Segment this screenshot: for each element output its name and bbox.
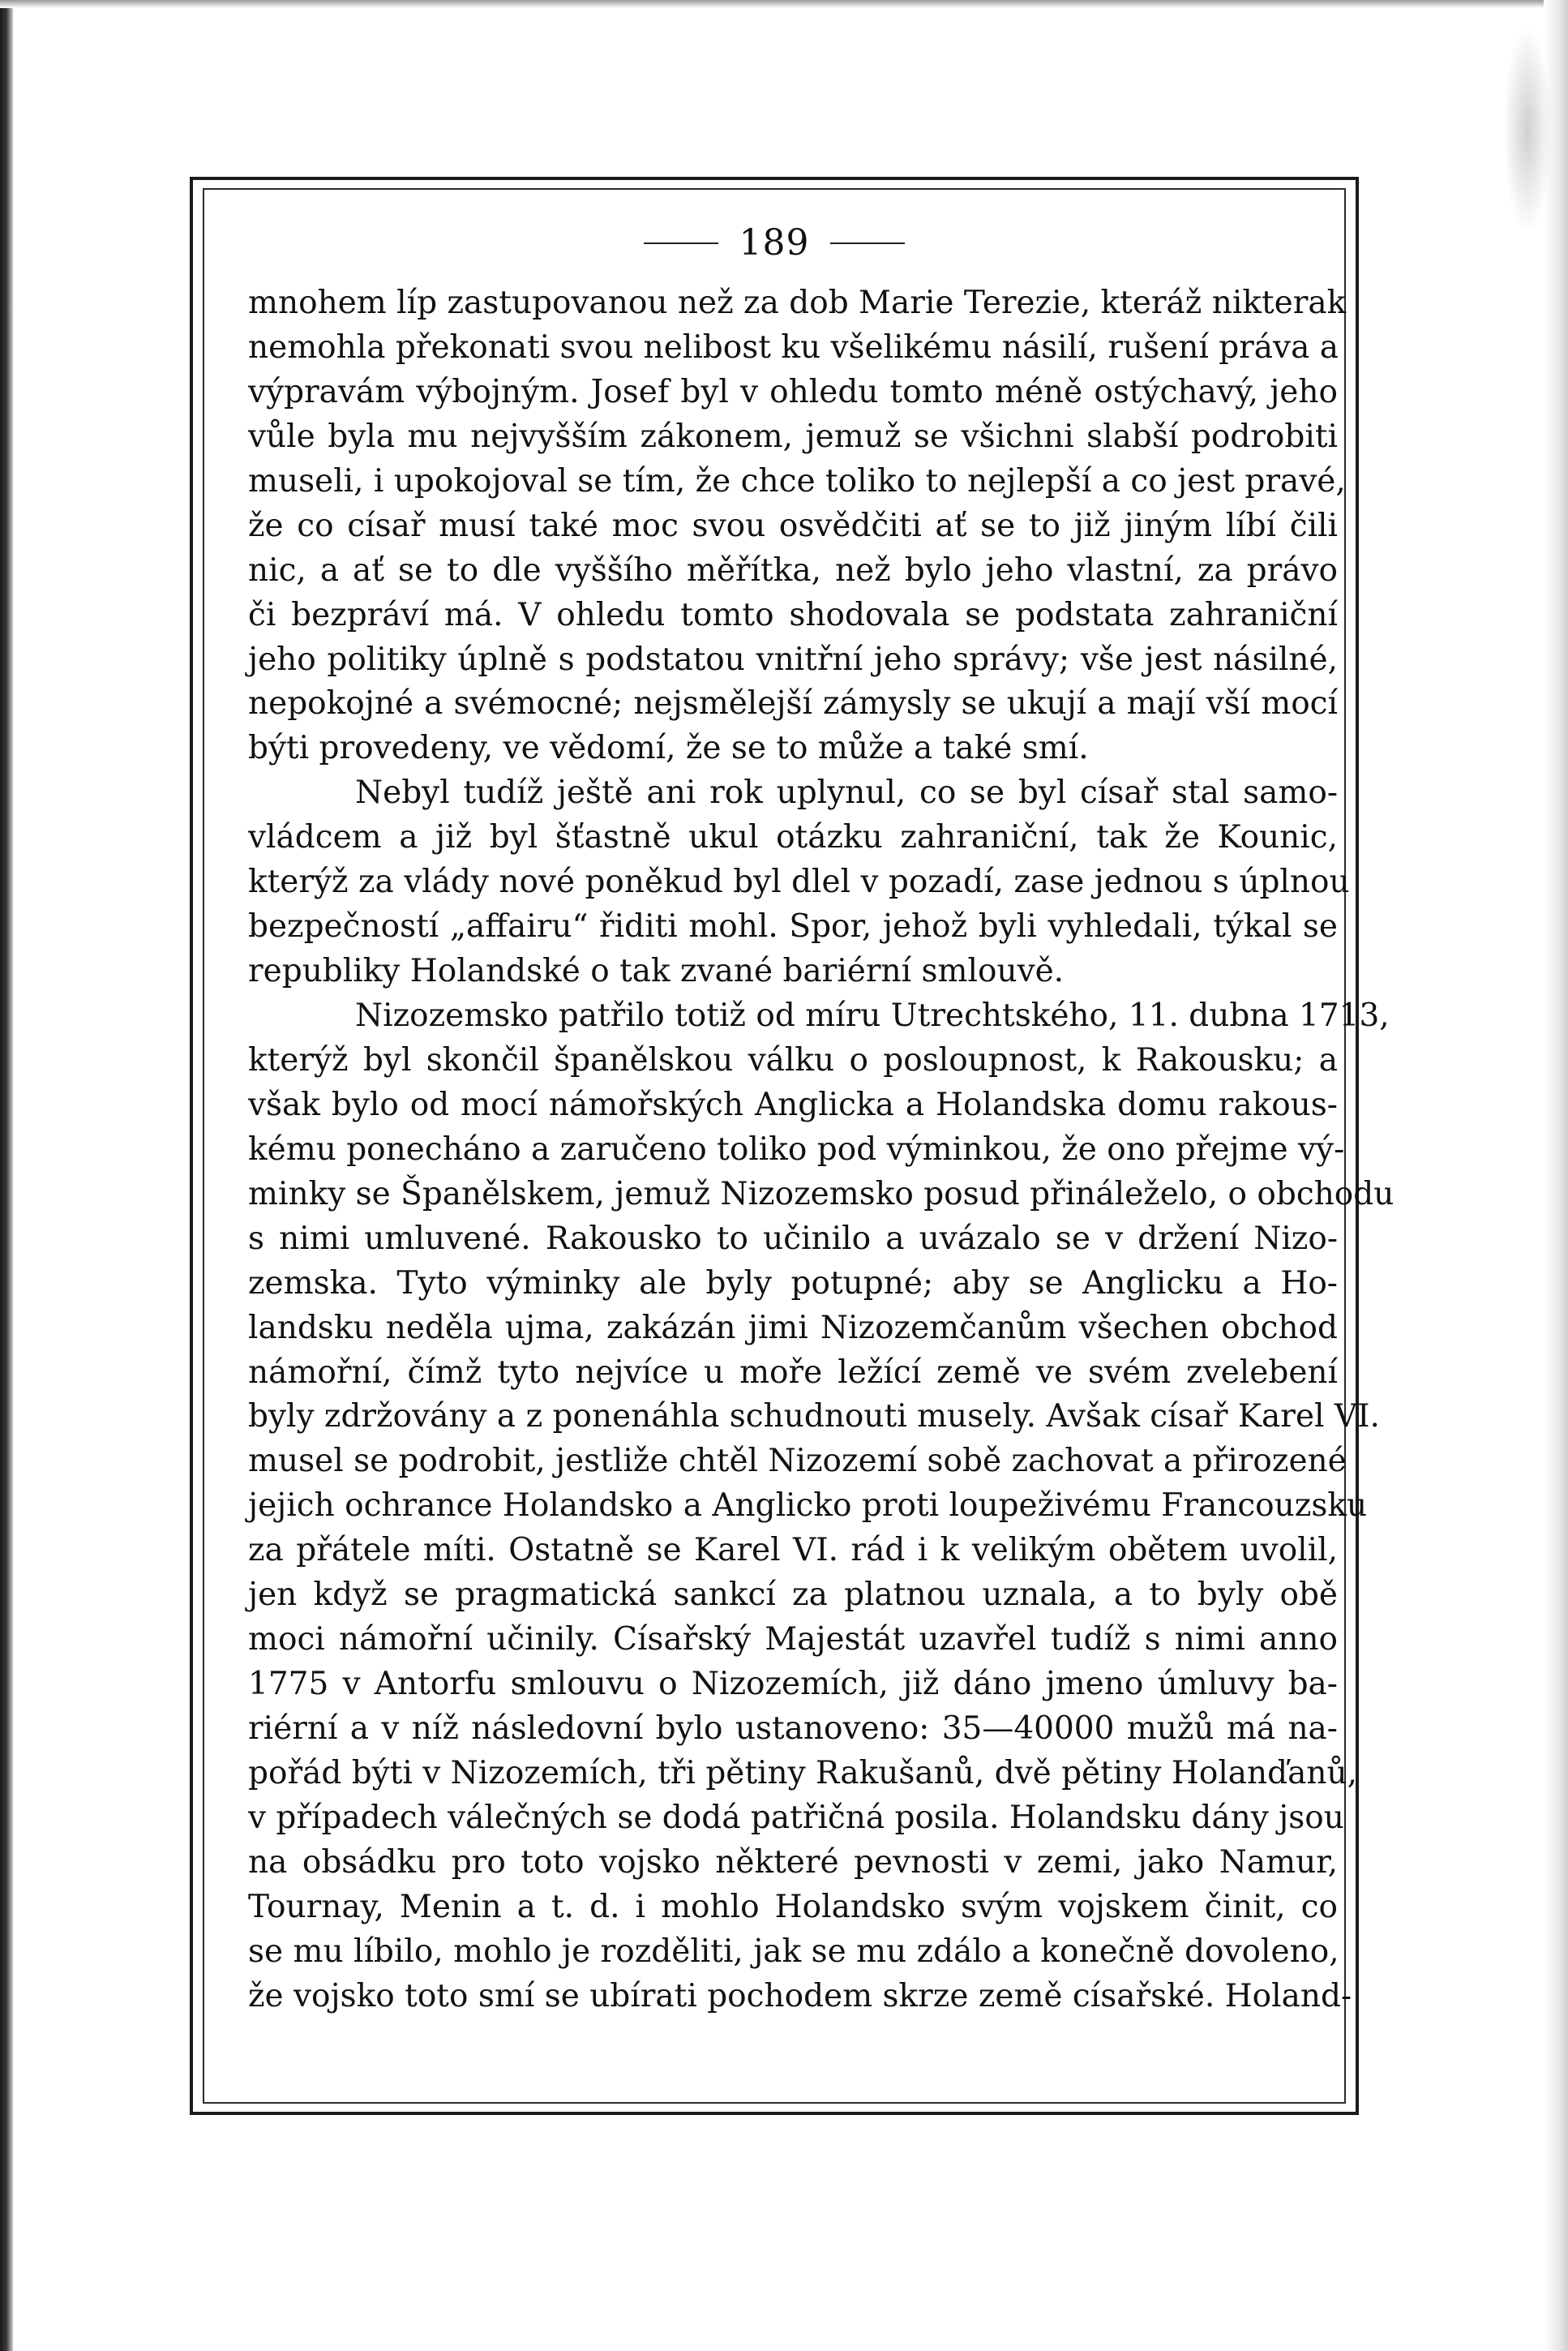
text-line: jejich ochrance Holandsko a Anglicko proti loupeživému Francouzsku	[248, 1487, 1368, 1525]
text-line: museli, i upokojoval se tím, že chce toliko to nejlepší a co jest pravé,	[248, 462, 1346, 500]
text-line: bezpečností „affairu“ řiditi mohl. Spor, jehož byli vyhledali, týkal se	[248, 908, 1338, 946]
text-line: pořád býti v Nizozemích, tři pětiny Rakušanů, dvě pětiny Holanďanů,	[248, 1754, 1358, 1791]
page-edge-top	[0, 0, 1568, 8]
text-line: vůle byla mu nejvyšším zákonem, jemuž se všichni slabší podrobiti	[248, 418, 1338, 455]
text-line: či bezpráví má. V ohledu tomto shodovala se podstata zahraniční	[248, 596, 1338, 633]
page-edge-right	[1544, 0, 1568, 2351]
text-line: s nimi umluvené. Rakousko to učinilo a uvázalo se v držení Nizo-	[248, 1220, 1338, 1257]
text-line: 1775 v Antorfu smlouvu o Nizozemích, již dáno jmeno úmluvy ba-	[248, 1666, 1338, 1703]
text-line: nepokojné a svémocné; nejsmělejší zámysly se ukují a mají vší mocí	[248, 685, 1338, 723]
text-line: minky se Španělskem, jemuž Nizozemsko posud přináleželo, o obchodu	[248, 1175, 1394, 1212]
page-edge-left	[0, 0, 13, 2351]
text-line: kterýž za vlády nové poněkud byl dlel v pozadí, zase jednou s úplnou	[248, 864, 1350, 901]
text-line: jeho politiky úplně s podstatou vnitřní jeho správy; vše jest násilné,	[248, 641, 1338, 678]
text-line: však bylo od mocí námořských Anglicka a Holandska domu rakous-	[248, 1086, 1338, 1123]
text-line: v případech válečných se dodá patřičná posila. Holandsku dány jsou	[248, 1799, 1344, 1836]
text-line: se mu líbilo, mohlo je rozděliti, jak se mu zdálo a konečně dovoleno,	[248, 1933, 1339, 1970]
page-header	[203, 221, 1346, 266]
text-line: námořní, čímž tyto nejvíce u moře ležící země ve svém zvelebení	[248, 1354, 1338, 1391]
text-line: mnohem líp zastupovanou než za dob Marie Terezie, kteráž nikterak	[248, 285, 1347, 321]
page-number: 189	[739, 222, 810, 264]
text-line: riérní a v níž následovní bylo ustanoveno: 35—40000 mužů má na-	[248, 1710, 1338, 1747]
header-rule-left	[644, 242, 718, 244]
header-rule-right	[830, 242, 905, 244]
paragraph-start-line: Nizozemsko patřilo totiž od míru Utrechtského, 11. dubna 1713,	[355, 997, 1390, 1034]
text-line: nemohla překonati svou nelibost ku všelikému násilí, rušení práva a	[248, 328, 1339, 366]
text-line: nic, a ať se to dle vyššího měřítka, než bylo jeho vlastní, za právo	[248, 551, 1338, 589]
text-line: Tournay, Menin a t. d. i mohlo Holandsko svým vojskem činit, co	[248, 1888, 1338, 1925]
body-text	[248, 281, 1394, 2019]
text-line: jen když se pragmatická sankcí za platnou uznala, a to byly obě	[248, 1577, 1338, 1614]
text-line: výpravám výbojným. Josef byl v ohledu tomto méně ostýchavý, jeho	[248, 373, 1338, 410]
text-line: landsku neděla ujma, zakázán jimi Nizozemčanům všechen obchod	[248, 1309, 1338, 1346]
text-line: republiky Holandské o tak zvané bariérní smlouvě.	[248, 953, 1065, 990]
text-line: musel se podrobit, jestliže chtěl Nizozemí sobě zachovat a přirozené	[248, 1443, 1347, 1480]
text-line: moci námořní učinily. Císařský Majestát uzavřel tudíž s nimi anno	[248, 1621, 1338, 1658]
text-line: býti provedeny, ve vědomí, že se to může a také smí.	[248, 730, 1089, 767]
text-line: zemska. Tyto výminky ale byly potupné; aby se Anglicku a Ho-	[248, 1264, 1338, 1302]
text-line: že vojsko toto smí se ubírati pochodem skrze země císařské. Holand-	[248, 1977, 1352, 2014]
text-line: na obsádku pro toto vojsko některé pevnosti v zemi, jako Namur,	[248, 1843, 1338, 1881]
text-line: za přátele míti. Ostatně se Karel VI. rád i k velikým obětem uvolil,	[248, 1532, 1338, 1569]
text-line: byly zdržovány a z ponenáhla schudnouti musely. Avšak císař Karel VI.	[248, 1398, 1380, 1435]
text-line: že co císař musí také moc svou osvědčiti ať se to již jiným líbí čili	[248, 507, 1338, 544]
paragraph-start-line: Nebyl tudíž ještě ani rok uplynul, co se byl císař stal samo-	[355, 774, 1338, 812]
scan-smudge	[1503, 24, 1552, 235]
text-line: kému ponecháno a zaručeno toliko pod výminkou, že ono přejme vý-	[248, 1130, 1345, 1168]
text-line: vládcem a již byl šťastně ukul otázku zahraniční, tak že Kounic,	[248, 819, 1338, 856]
text-line: kterýž byl skončil španělskou válku o posloupnost, k Rakousku; a	[248, 1041, 1338, 1079]
